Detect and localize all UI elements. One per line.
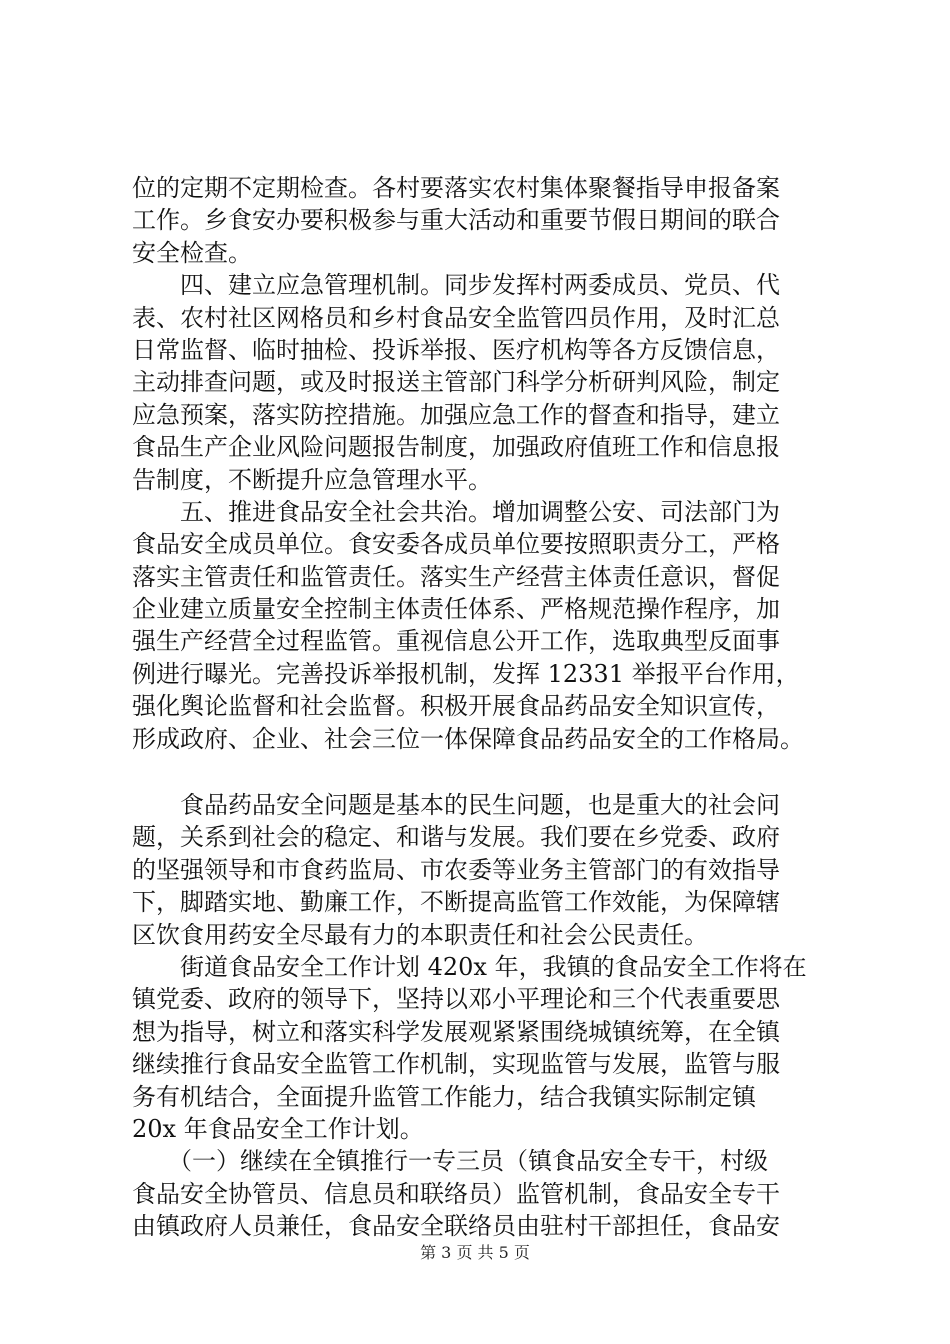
text-line: 日常监督、临时抽检、投诉举报、医疗机构等各方反馈信息，	[132, 335, 780, 364]
text-line: 由镇政府人员兼任，食品安全联络员由驻村干部担任，食品安	[132, 1212, 780, 1241]
text-line: 下，脚踏实地、勤廉工作，不断提高监管工作效能，为保障辖	[132, 888, 780, 917]
document-body	[132, 172, 832, 1243]
text-line: 食品安全协管员、信息员和联络员）监管机制，食品安全专干	[132, 1179, 780, 1208]
section-gap	[132, 755, 832, 789]
text-line: 应急预案，落实防控措施。加强应急工作的督查和指导，建立	[132, 400, 780, 429]
text-line: 位的定期不定期检查。各村要落实农村集体聚餐指导申报备案	[132, 174, 780, 202]
text-line: 食品安全成员单位。食安委各成员单位要按照职责分工，严格	[132, 530, 780, 559]
text-line: 街道食品安全工作计划 420x 年，我镇的食品安全工作将在	[132, 952, 807, 981]
text-line: 区饮食用药安全尽最有力的本职责任和社会公民责任。	[132, 920, 708, 949]
text-line: （一）继续在全镇推行一专三员（镇食品安全专干，村级	[132, 1147, 768, 1176]
text-line: 安全检查。	[132, 238, 252, 267]
page-number: 第 3 页 共 5 页	[420, 1243, 530, 1262]
text-line: 表、农村社区网格员和乡村食品安全监管四员作用，及时汇总	[132, 303, 780, 332]
text-line: 工作。乡食安办要积极参与重大活动和重要节假日期间的联合	[132, 206, 780, 235]
text-line: 形成政府、企业、社会三位一体保障食品药品安全的工作格局。	[132, 724, 804, 753]
text-line: 强生产经营全过程监管。重视信息公开工作，选取典型反面事	[132, 627, 780, 656]
text-block-1	[132, 172, 832, 755]
text-line: 主动排查问题，或及时报送主管部门科学分析研判风险，制定	[132, 368, 780, 397]
text-line: 食品药品安全问题是基本的民生问题，也是重大的社会问	[132, 791, 780, 820]
text-line: 的坚强领导和市食药监局、市农委等业务主管部门的有效指导	[132, 855, 780, 884]
text-line: 题，关系到社会的稳定、和谐与发展。我们要在乡党委、政府	[132, 823, 780, 852]
text-block-2	[132, 789, 832, 1242]
text-line: 企业建立质量安全控制主体责任体系、严格规范操作程序，加	[132, 595, 780, 624]
text-line: 务有机结合，全面提升监管工作能力，结合我镇实际制定镇	[132, 1082, 756, 1111]
text-line: 食品生产企业风险问题报告制度，加强政府值班工作和信息报	[132, 433, 780, 462]
text-line: 强化舆论监督和社会监督。积极开展食品药品安全知识宣传，	[132, 692, 780, 721]
text-line: 告制度，不断提升应急管理水平。	[132, 465, 492, 494]
text-line: 落实主管责任和监管责任。落实生产经营主体责任意识，督促	[132, 562, 780, 591]
text-line: 例进行曝光。完善投诉举报机制，发挥 12331 举报平台作用，	[132, 659, 800, 688]
text-line: 想为指导，树立和落实科学发展观紧紧围绕城镇统筹，在全镇	[132, 1017, 780, 1046]
text-line: 20x 年食品安全工作计划。	[132, 1114, 424, 1143]
text-line: 五、推进食品安全社会共治。增加调整公安、司法部门为	[132, 497, 780, 526]
text-line: 继续推行食品安全监管工作机制，实现监管与发展，监管与服	[132, 1050, 780, 1079]
text-line: 四、建立应急管理机制。同步发挥村两委成员、党员、代	[132, 271, 780, 300]
page-footer	[0, 1240, 950, 1263]
text-line: 镇党委、政府的领导下，坚持以邓小平理论和三个代表重要思	[132, 985, 780, 1014]
